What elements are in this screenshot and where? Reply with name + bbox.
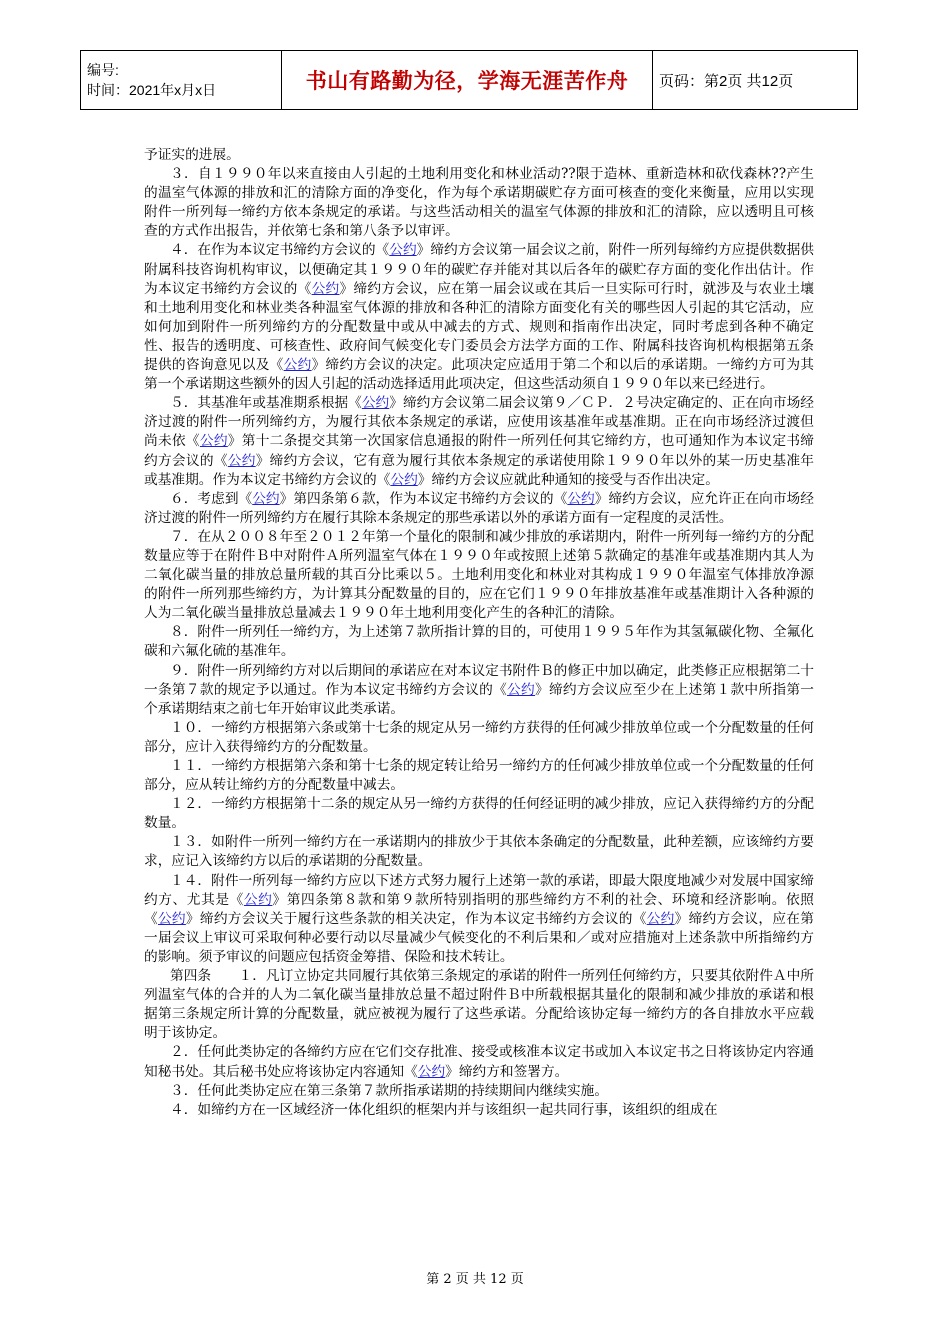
- paragraph: １０．一缔约方根据第六条或第十七条的规定从另一缔约方获得的任何减少排放单位或一个分配数量的任何部分，应计入获得缔约方的分配数量。: [144, 719, 814, 755]
- convention-link[interactable]: 公约: [417, 1063, 446, 1080]
- convention-link[interactable]: 公约: [507, 681, 535, 698]
- convention-link[interactable]: 公约: [646, 910, 675, 927]
- convention-link[interactable]: 公约: [361, 395, 390, 412]
- paragraph: １３．如附件一所列一缔约方在一承诺期内的排放少于其依本条确定的分配数量，此种差额，应该缔约方要求，应记入该缔约方以后的承诺期的分配数量。: [144, 834, 814, 870]
- paragraph: ９．附件一所列缔约方对以后期间的承诺应在对本议定书附件Ｂ的修正中加以确定，此类修正应根据第二十一条第７款的规定予以通过。作为本议定书缔约方会议的《公约》缔约方会议应至少在上述第１款中所指第一个承诺期结束之前七年开始审议此类承诺。: [144, 662, 814, 717]
- serial-label: 编号:: [87, 62, 119, 78]
- paragraph: ８．附件一所列任一缔约方，为上述第７款所指计算的目的，可使用１９９５年作为其氢氟碳化物、全氟化碳和六氟化硫的基准年。: [144, 624, 814, 660]
- paragraph: 予证实的进展。: [144, 147, 240, 163]
- convention-link[interactable]: 公约: [227, 452, 256, 469]
- paragraph: ４．如缔约方在一区域经济一体化组织的框架内并与该组织一起共同行事，该组织的组成在: [170, 1101, 718, 1118]
- convention-link[interactable]: 公约: [243, 891, 273, 908]
- convention-link[interactable]: 公约: [252, 490, 280, 507]
- paragraph: ３．自１９９０年以来直接由人引起的土地利用变化和林业活动??限于造林、重新造林和砍伐森林??产生的温室气体源的排放和汇的清除方面的净变化，作为每个承诺期碳贮存方面可核查的变化来衡量，应用以实现附件一所列每一缔约方依本条规定的承诺。与这些活动相关的温室气体源的排放和汇的清除，应以透明且可核查的方式作出报告，并依第七条和第八条予以审评。: [144, 166, 814, 240]
- paragraph: ６．考虑到《公约》第四条第６款，作为本议定书缔约方会议的《公约》缔约方会议，应允许正在向市场经济过渡的附件一所列缔约方在履行其除本条规定的那些承诺以外的承诺方面有一定程度的灵活性。: [144, 490, 814, 526]
- paragraph: １２．一缔约方根据第十二条的规定从另一缔约方获得的任何经证明的减少排放，应记入获得缔约方的分配数量。: [144, 796, 814, 832]
- convention-link[interactable]: 公约: [567, 490, 595, 507]
- paragraph: 第四条 １．凡订立协定共同履行其依第三条规定的承诺的附件一所列任何缔约方，只要其依附件Ａ中所列温室气体的合并的人为二氧化碳当量排放总量不超过附件Ｂ中所载根据其量化的限制和减少排放的承诺和根据第三条规定所计算的分配数量，就应被视为履行了这些承诺。分配给该协定每一缔约方的各自排放水平应载明于该协定。: [144, 968, 814, 1042]
- page-footer: 第 2 页 共 12 页: [426, 1272, 524, 1287]
- paragraph: １４．附件一所列每一缔约方应以下述方式努力履行上述第一款的承诺，即最大限度地减少对发展中国家缔约方、尤其是《公约》第四条第８款和第９款所特别指明的那些缔约方不利的社会、环境和经济影响。依照《公约》缔约方会议关于履行这些条款的相关决定，作为本议定书缔约方会议的《公约》缔约方会议，应在第一届会议上审议可采取何种必要行动以尽量减少气候变化的不利后果和／或对应措施对上述条款中所指缔约方的影响。须予审议的问题应包括资金筹措、保险和技术转让。: [144, 872, 814, 965]
- paragraph: １１．一缔约方根据第六条和第十七条的规定转让给另一缔约方的任何减少排放单位或一个分配数量的任何部分，应从转让缔约方的分配数量中减去。: [144, 758, 814, 794]
- header-meta-cell: [81, 51, 282, 110]
- header-motto: 书山有路勤为径，学海无涯苦作舟: [282, 51, 653, 110]
- paragraph: ５．其基准年或基准期系根据《公约》缔约方会议第二届会议第９／ＣＰ．２号决定确定的、正在向市场经济过渡的附件一所列缔约方，为履行其依本条规定的承诺，应使用该基准年或基准期。正在向市场经济过渡但尚未依《公约》第十二条提交其第一次国家信息通报的附件一所列任何其它缔约方，也可通知作为本议定书缔约方会议的《公约》缔约方会议，它有意为履行其依本条规定的承诺使用除１９９０年以外的某一历史基准年或基准期。作为本议定书缔约方会议的《公约》缔约方会议应就此种通知的接受与否作出决定。: [144, 395, 814, 488]
- convention-link[interactable]: 公约: [283, 357, 312, 374]
- convention-link[interactable]: 公约: [311, 280, 340, 297]
- paragraph: ３．任何此类协定应在第三条第７款所指承诺期的持续期间内继续实施。: [170, 1082, 609, 1099]
- paragraph: ２．任何此类协定的各缔约方应在它们交存批准、接受或核准本议定书或加入本议定书之日将该协定内容通知秘书处。其后秘书处应将该协定内容通知《公约》缔约方和签署方。: [144, 1044, 814, 1080]
- convention-link[interactable]: 公约: [157, 910, 186, 927]
- header-table: [80, 50, 858, 110]
- convention-link[interactable]: 公约: [199, 433, 228, 450]
- header-page-label: 页码：第2页 共12页: [653, 51, 858, 110]
- time-label: 时间：2021年x月x日: [87, 82, 217, 98]
- convention-link[interactable]: 公约: [389, 242, 417, 259]
- document-body: [144, 146, 814, 1120]
- paragraph: ７．在从２００８年至２０１２年第一个量化的限制和减少排放的承诺期内，附件一所列每一缔约方的分配数量应等于在附件Ｂ中对附件Ａ所列温室气体在１９９０年或按照上述第５款确定的基准年或基准期内其人为二氧化碳当量的排放总量所载的其百分比乘以５。土地利用变化和林业对其构成１９９０年温室气体排放净源的附件一所列那些缔约方，为计算其分配数量的目的，应在它们１９９０年排放基准年或基准期计入各种源的人为二氧化碳当量排放总量减去１９９０年土地利用变化产生的各种汇的清除。: [144, 528, 814, 622]
- convention-link[interactable]: 公约: [390, 471, 418, 488]
- paragraph: ４．在作为本议定书缔约方会议的《公约》缔约方会议第一届会议之前，附件一所列每缔约方应提供数据供附属科技咨询机构审议，以便确定其１９９０年的碳贮存并能对其以后各年的碳贮存方面的变化作出估计。作为本议定书缔约方会议的《公约》缔约方会议，应在第一届会议或在其后一旦实际可行时，就涉及与农业土壤和土地利用变化和林业类各种温室气体源的排放和各种汇的清除方面变化有关的哪些因人引起的其它活动，应如何加到附件一所列缔约方的分配数量中或从中减去的方式、规则和指南作出决定，同时考虑到各种不确定性、报告的透明度、可核查性、政府间气候变化专门委员会方法学方面的工作、附属科技咨询机构根据第五条提供的咨询意见以及《公约》缔约方会议的决定。此项决定应适用于第二个和以后的承诺期。一缔约方可为其第一个承诺期这些额外的因人引起的活动选择适用此项决定，但这些活动须自１９９０年以来已经进行。: [144, 242, 814, 393]
